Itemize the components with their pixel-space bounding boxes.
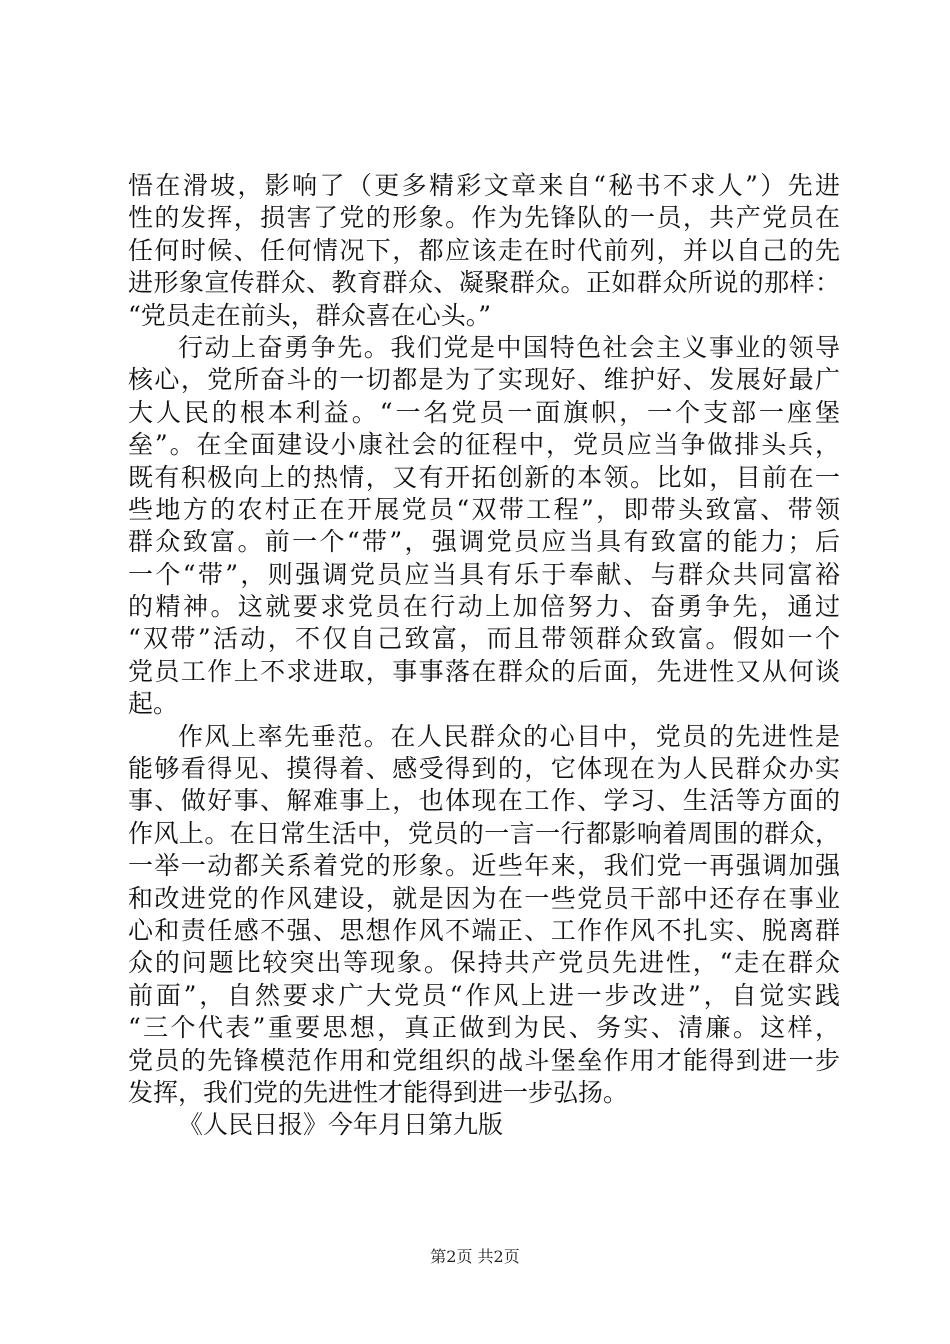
text-line: 的精神。这就要求党员在行动上加倍努力、奋勇争先，通过 [128, 592, 840, 622]
text-line: “三个代表”重要思想，真正做到为民、务实、清廉。这样， [128, 1013, 840, 1043]
document-body [128, 170, 840, 1142]
text-line: “双带”活动，不仅自己致富，而且带领群众致富。假如一个 [128, 624, 840, 654]
text-line: 发挥，我们党的先进性才能得到进一步弘扬。 [128, 1077, 629, 1107]
text-line: 众的问题比较突出等现象。保持共产党员先进性，“走在群众 [128, 948, 840, 978]
text-line: 前面”，自然要求广大党员“作风上进一步改进”，自觉实践 [128, 980, 840, 1010]
text-line: 心和责任感不强、思想作风不端正、工作作风不扎实、脱离群 [128, 915, 840, 945]
text-line: 党员工作上不求进取，事事落在群众的后面，先进性又从何谈 [128, 656, 840, 686]
text-line: 起。 [128, 689, 179, 719]
text-line: 和改进党的作风建设，就是因为在一些党员干部中还存在事业 [128, 883, 840, 913]
text-line: 能够看得见、摸得着、感受得到的，它体现在为人民群众办实 [128, 754, 840, 784]
text-line: 核心，党所奋斗的一切都是为了实现好、维护好、发展好最广 [128, 365, 840, 395]
text-line: 性的发挥，损害了党的形象。作为先锋队的一员，共产党员在 [128, 203, 840, 233]
text-line: “党员走在前头，群众喜在心头。” [128, 300, 492, 330]
text-line: 垒”。在全面建设小康社会的征程中，党员应当争做排头兵， [128, 430, 840, 460]
text-line: 行动上奋勇争先。我们党是中国特色社会主义事业的领导 [178, 332, 840, 362]
text-line: 作风上。在日常生活中，党员的一言一行都影响着周围的群众， [128, 818, 840, 848]
text-line: 悟在滑坡，影响了（更多精彩文章来自“秘书不求人”）先进 [128, 171, 840, 200]
text-line: 进形象宣传群众、教育群众、凝聚群众。正如群众所说的那样： [128, 268, 840, 298]
text-line: 一举一动都关系着党的形象。近些年来，我们党一再强调加强 [128, 851, 840, 881]
text-line: 作风上率先垂范。在人民群众的心目中，党员的先进性是 [178, 721, 840, 751]
text-line: 一个“带”，则强调党员应当具有乐于奉献、与群众共同富裕 [128, 559, 840, 589]
page-footer: 第2页 共2页 [430, 1247, 520, 1266]
text-line: 大人民的根本利益。“一名党员一面旗帜，一个支部一座堡 [128, 397, 840, 427]
text-line: 《人民日报》今年月日第九版 [178, 1110, 504, 1140]
text-line: 事、做好事、解难事上，也体现在工作、学习、生活等方面的 [128, 786, 840, 816]
text-line: 党员的先锋模范作用和党组织的战斗堡垒作用才能得到进一步 [128, 1045, 840, 1075]
text-line: 群众致富。前一个“带”，强调党员应当具有致富的能力；后 [128, 527, 840, 557]
text-line: 任何时候、任何情况下，都应该走在时代前列，并以自己的先 [128, 235, 840, 265]
text-line: 既有积极向上的热情，又有开拓创新的本领。比如，目前在一 [128, 462, 840, 492]
text-line: 些地方的农村正在开展党员“双带工程”，即带头致富、带领 [128, 494, 840, 524]
